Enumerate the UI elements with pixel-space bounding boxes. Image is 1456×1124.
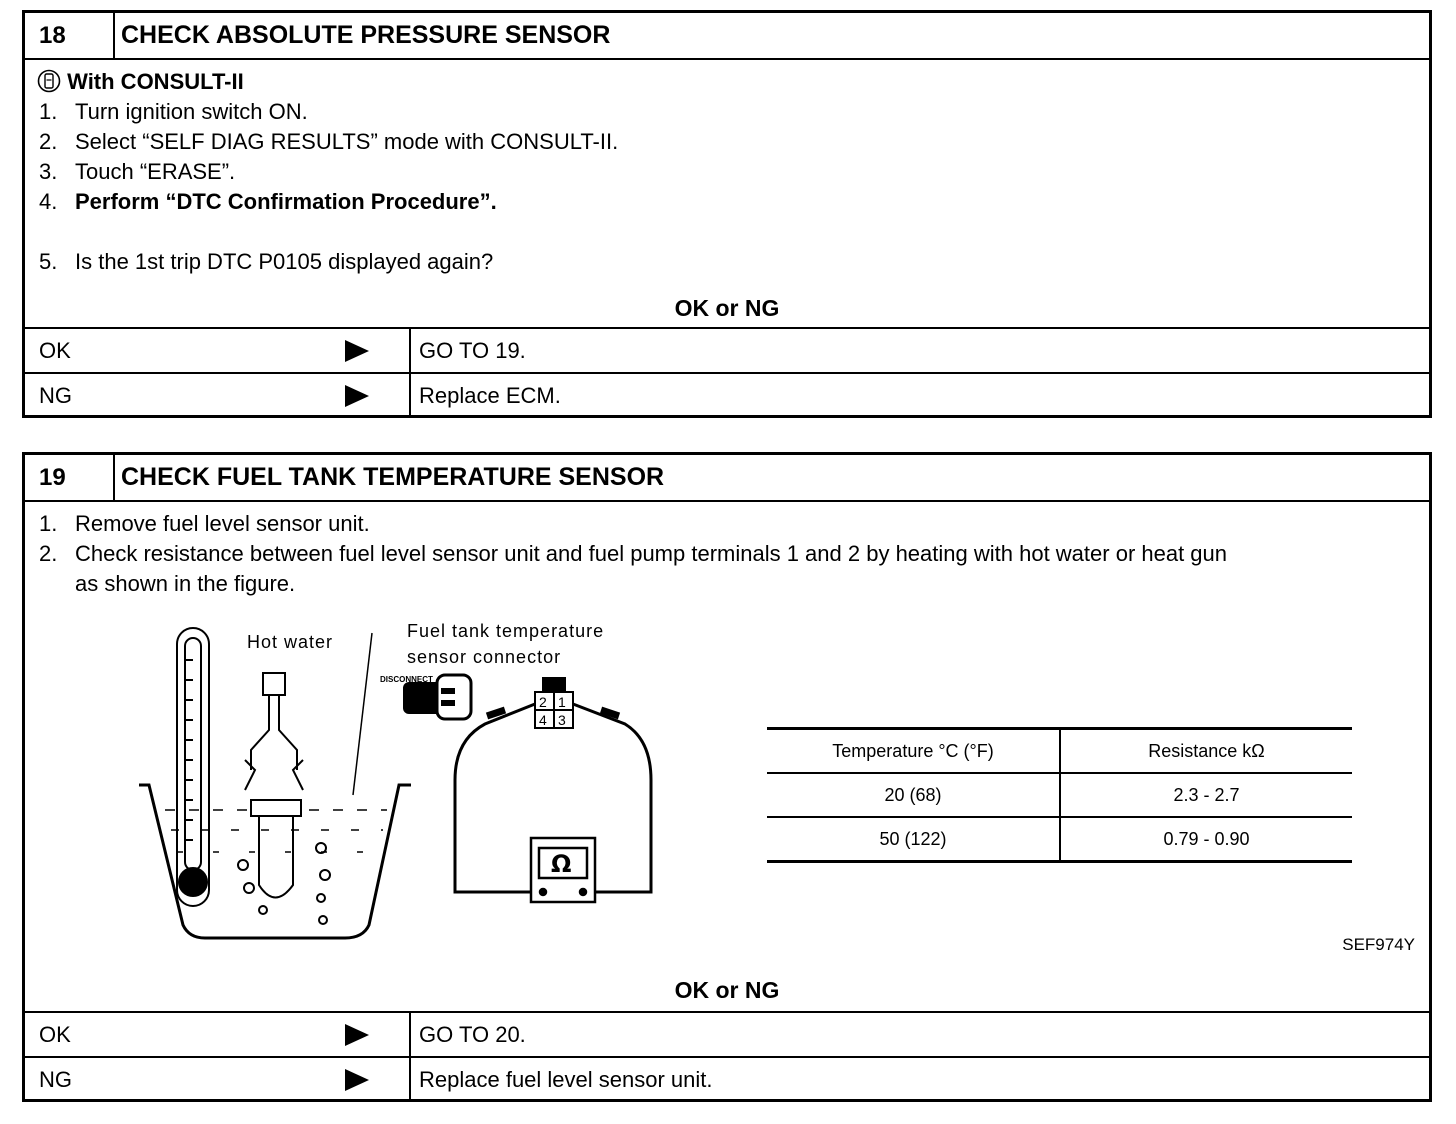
- terminal-label: 4: [539, 712, 547, 728]
- arrow-right-icon: [345, 385, 369, 407]
- result-row-ng: [25, 1056, 1429, 1101]
- step-19-header: [25, 455, 1429, 502]
- sensor-test-figure: [125, 620, 665, 950]
- result-label: OK: [39, 338, 71, 363]
- table-header: Temperature °C (°F): [767, 729, 1060, 774]
- connector-label-line2: sensor connector: [407, 647, 562, 667]
- terminal-label: 1: [558, 694, 566, 710]
- connector-label-line1: Fuel tank temperature: [407, 621, 605, 641]
- resistance-table: [767, 727, 1352, 863]
- disconnect-label: DISCONNECT: [380, 675, 433, 684]
- step-18-header: [25, 13, 1429, 60]
- result-row-ok: [25, 327, 1429, 372]
- step-item: 2. Select “SELF DIAG RESULTS” mode with CONSULT-II.: [39, 129, 619, 154]
- step-item-continued: as shown in the figure.: [75, 571, 296, 596]
- step-item: 5. Is the 1st trip DTC P0105 displayed again?: [39, 249, 494, 274]
- consult-label: With CONSULT-II: [67, 69, 244, 94]
- step-number: 18: [25, 13, 115, 58]
- result-action: GO TO 19.: [409, 329, 526, 372]
- step-item: 4. Perform “DTC Confirmation Procedure”.: [39, 189, 497, 214]
- step-item: 1. Remove fuel level sensor unit.: [39, 511, 370, 536]
- step-item: 3. Touch “ERASE”.: [39, 159, 236, 184]
- arrow-right-icon: [345, 1069, 369, 1091]
- step-item: 1. Turn ignition switch ON.: [39, 99, 308, 124]
- result-action: Replace ECM.: [409, 374, 561, 417]
- step-number: 19: [25, 455, 115, 500]
- result-row-ok: [25, 1011, 1429, 1056]
- consult-line: [37, 69, 244, 95]
- result-action: Replace fuel level sensor unit.: [409, 1058, 713, 1101]
- step-title: CHECK ABSOLUTE PRESSURE SENSOR: [121, 21, 611, 49]
- result-label: NG: [39, 383, 72, 408]
- ok-or-ng-label: OK or NG: [674, 977, 780, 1003]
- result-label: NG: [39, 1067, 72, 1092]
- thermometer-icon: [177, 628, 209, 906]
- step-19-block: [22, 452, 1432, 1102]
- terminal-label: 2: [539, 694, 547, 710]
- hot-water-leader: [353, 633, 372, 795]
- result-action: GO TO 20.: [409, 1013, 526, 1056]
- sensor-unit-icon: [238, 673, 330, 924]
- consult-tool-icon: [37, 69, 61, 93]
- arrow-right-icon: [345, 340, 369, 362]
- meter-symbol: Ω: [551, 850, 572, 878]
- arrow-right-icon: [345, 1024, 369, 1046]
- table-row: 50 (122) 0.79 - 0.90: [767, 817, 1352, 862]
- terminal-label: 3: [558, 712, 566, 728]
- table-row: 20 (68) 2.3 - 2.7: [767, 773, 1352, 817]
- table-header: Resistance kΩ: [1060, 729, 1352, 774]
- result-row-ng: [25, 372, 1429, 417]
- step-18-block: [22, 10, 1432, 418]
- hot-water-label: Hot water: [247, 632, 334, 652]
- step-title: CHECK FUEL TANK TEMPERATURE SENSOR: [121, 463, 665, 491]
- result-label: OK: [39, 1022, 71, 1047]
- step-item: 2. Check resistance between fuel level sensor unit and fuel pump terminals 1 and 2 by heating with hot water or heat gun: [39, 541, 1228, 566]
- figure-code: SEF974Y: [1342, 935, 1415, 954]
- ok-or-ng-label: OK or NG: [674, 295, 780, 321]
